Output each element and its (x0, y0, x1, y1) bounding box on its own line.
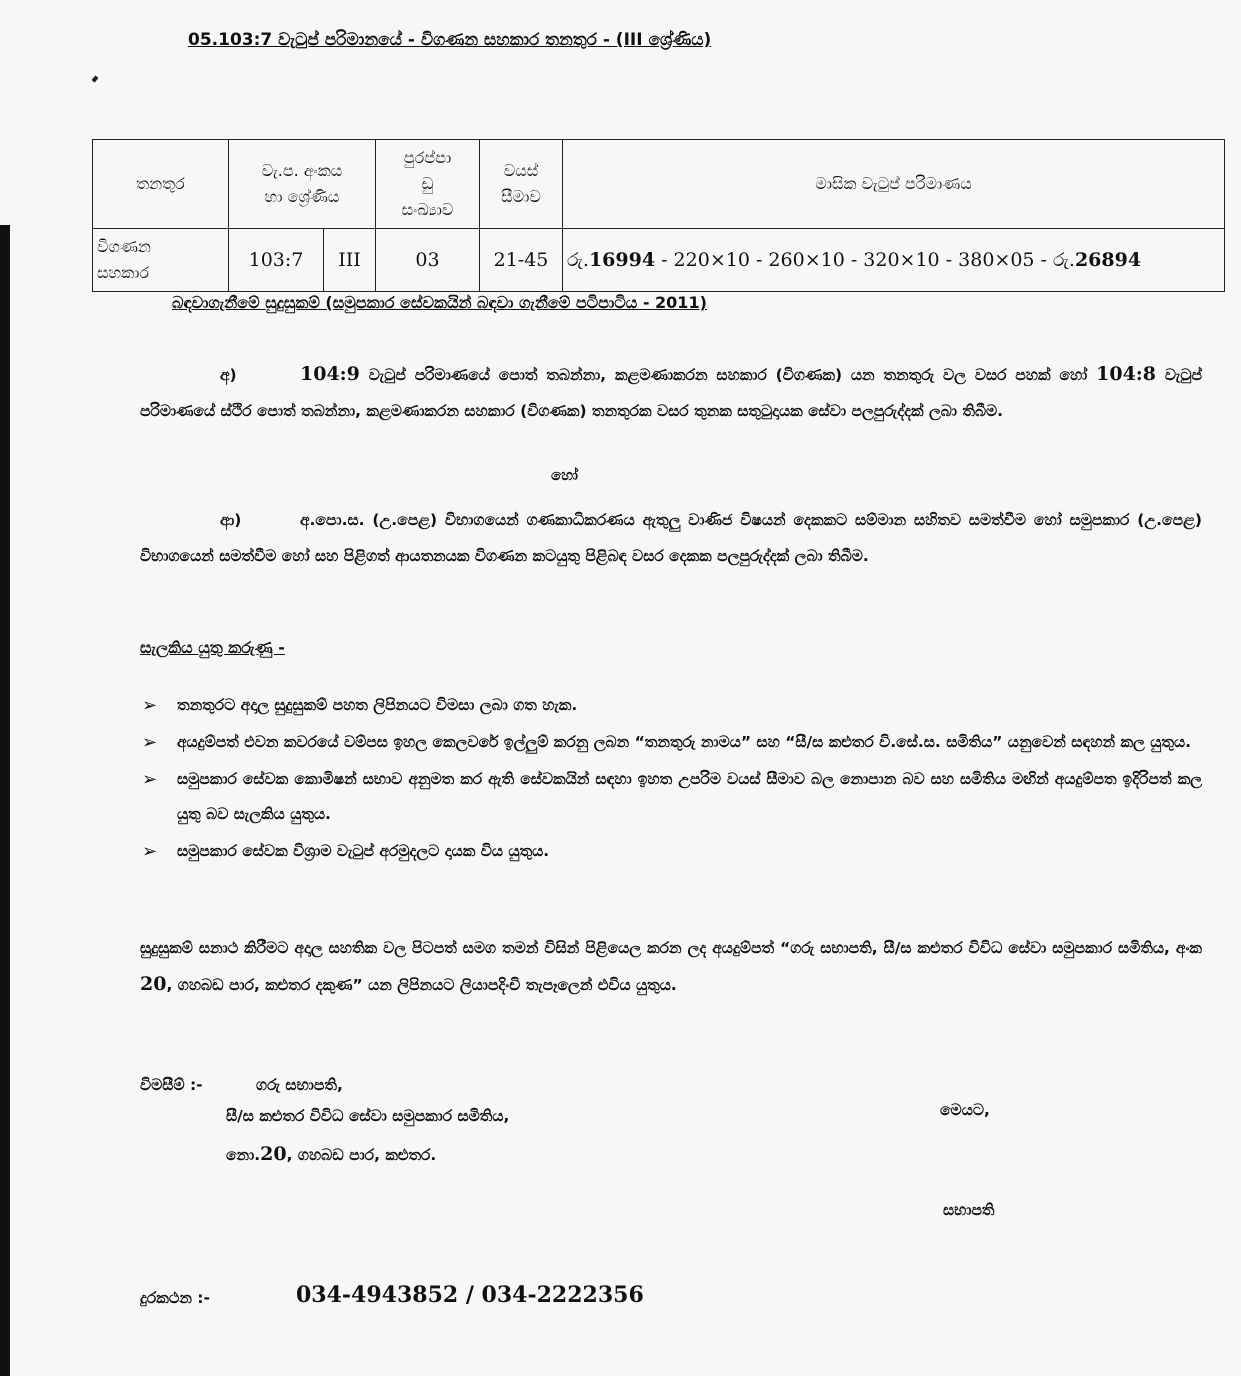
list-item (140, 688, 1202, 723)
address-line-1: ගරු සභාපති, (256, 1076, 343, 1094)
cell-vacancies: 03 (376, 229, 480, 292)
scan-edge-shadow (0, 225, 10, 1376)
cell-salary-scale (563, 229, 1225, 292)
arrow-bullet-icon: ➢ (142, 841, 158, 862)
header-age-line1: වයස් (503, 161, 539, 180)
qualification-option-b (140, 502, 1202, 574)
arrow-bullet-icon: ➢ (142, 695, 158, 716)
note-text: සමුපකාර සේවක විශ්‍රාම වැටුප් අරමුදලට දායක විය යුතුය. (177, 842, 550, 860)
header-salary-code-line2: හා ශ්‍රේණිය (264, 187, 340, 206)
closing-text: මෙයට, (940, 1101, 990, 1119)
option-a-text2: වැටුප් පරිමාණයේ ස්ථිර පොත් තබන්නා, කළමණාකරන සහකාර (විගණක) තනතුරක වසර තුනක සතුටුදායක සේවා පලපුරුද්දක් ලබා තිබීම. (140, 366, 1202, 420)
list-item (140, 834, 1202, 869)
arrow-bullet-icon: ➢ (142, 732, 158, 753)
option-b-text: අ.පො.ස. (උ.පෙළ) විභාගයෙන් ගණකාධිකරණය ඇතුලු වාණිජ විෂයන් දෙකකට සම්මාන සහිතව සමත්වීම හෝ සමුපකාර (උ.පෙළ) විභාගයෙන් සමත්වීම හෝ සහ පිළිගත් ආයතනයක විගණන කටයුතු පිළිබඳ වසර දෙකක පලපුරුද්දක් ලබා තිබීම. (140, 511, 1202, 565)
address-line-3 (226, 1143, 436, 1165)
header-vacancies-line1: පුරප්පා (403, 148, 452, 167)
header-salary-scale: මාසික වැටුප් පරිමාණය (563, 140, 1225, 229)
submission-text1: සුදුසුකම් සනාථ කිරීමට අදාල සහතික වල පිටපත් සමග තමන් විසින් පිළියෙල කරන ලද අයදුම්පත් “ගරු සභාපති, සී/ස කළුතර විවිධ සේවා සමුපකාර සමිතිය, අංක (140, 939, 1202, 957)
scale-prefix-end: රු. (1053, 249, 1075, 271)
notes-list (140, 688, 1202, 871)
salary-table (92, 139, 1225, 292)
submission-number: 20 (140, 973, 167, 995)
cell-post-line2: සහකාර (97, 263, 150, 282)
option-a-text1: වැටුප් පරිමාණයේ පොත් තබන්නා, කළමණාකරන සහකාර (විගණක) යන තනතුරු වල වසර පහක් හෝ (359, 366, 1097, 384)
option-a-code1: 104:9 (300, 363, 360, 385)
header-salary-code (229, 140, 376, 229)
note-text: තනතුරට අදාල සුදුසුකම් පහත ලිපිනයට විමසා ලබා ගත හැක. (177, 696, 578, 714)
scale-increments: - 220×10 - 260×10 - 320×10 - 380×05 - (655, 249, 1054, 271)
option-a-code2: 104:8 (1096, 363, 1157, 385)
cell-salary-code: 103:7 (229, 229, 324, 292)
inquiries-label: විමසීම් :- (140, 1076, 203, 1094)
qualification-option-a (140, 356, 1202, 429)
cell-age-limit: 21-45 (480, 229, 563, 292)
submission-text2: , ගහබඩ පාර, කළුතර දකුණ” යන ලිපිනයට ලියාපදිංචි තැපෑලෙන් එවිය යුතුය. (166, 976, 677, 994)
table-header-row (93, 140, 1225, 229)
header-vacancies-line3: සංඛ්‍යාව (401, 200, 454, 219)
scan-mark (92, 75, 99, 82)
or-separator: හෝ (551, 466, 578, 484)
scale-prefix: රු. (567, 249, 589, 271)
address-line-2: සී/ස කළුතර විවිධ සේවා සමුපකාර සමිතිය, (226, 1107, 510, 1125)
cell-post (93, 229, 229, 292)
cell-grade: III (324, 229, 376, 292)
phone-label: දුරකථන :- (140, 1289, 210, 1307)
header-vacancies-line2: ඩු (421, 174, 434, 193)
note-text: අයදුම්පත් එවන කවරයේ වම්පස ඉහල කෙලවරේ ඉල්ලුම් කරනු ලබන “තනතුරු නාමය” සහ “සී/ස කළුතර වි.සේ.ස. සමිතිය” යනුවෙන් සඳහන් කල යුතුය. (177, 733, 1192, 751)
scale-start: 16994 (588, 249, 656, 271)
cell-post-line1: විගණන (97, 237, 151, 256)
address-line-3-number: 20 (260, 1143, 287, 1165)
notes-heading: සැලකිය යුතු කරුණු - (140, 638, 285, 657)
header-age-limit (480, 140, 563, 229)
note-text: සමුපකාර සේවක කොමිෂන් සභාව අනුමත කර ඇති සේවකයින් සඳහා ඉහත උපරිම වයස් සීමාව බල නොපාන බව සහ සමිතිය මඟින් අයදුම්පත ඉදිරිපත් කල යුතු බව සැලකිය යුතුය. (177, 770, 1202, 823)
header-post: තනතුර (93, 140, 229, 229)
list-item (140, 725, 1202, 760)
address-line-3-suffix: , ගහබඩ පාර, කළුතර. (286, 1146, 437, 1164)
page-title: 05.103:7 වැටුප් පරිමානයේ - විගණන සහකාර තනතුර - (III ශ්‍රේණිය) (188, 30, 712, 50)
option-b-label: ආ) (220, 511, 242, 529)
signatory-role: සභාපති (943, 1201, 995, 1219)
address-line-3-prefix: නො. (226, 1146, 261, 1164)
header-age-line2: සීමාව (501, 187, 541, 206)
list-item (140, 762, 1202, 832)
header-vacancies (376, 140, 480, 229)
arrow-bullet-icon: ➢ (142, 769, 158, 790)
option-a-label: අ) (220, 366, 237, 384)
table-row (93, 229, 1225, 292)
phone-numbers: 034-4943852 / 034-2222356 (296, 1282, 644, 1308)
header-salary-code-line1: වැ.ප. අංකය (261, 161, 343, 180)
submission-paragraph (140, 930, 1202, 1003)
recruitment-heading: බඳවාගැනීමේ සුදුසුකම් (සමුපකාර සේවකයින් බඳවා ගැනීමේ පටිපාටිය - 2011) (172, 293, 707, 312)
scale-end: 26894 (1074, 249, 1142, 271)
